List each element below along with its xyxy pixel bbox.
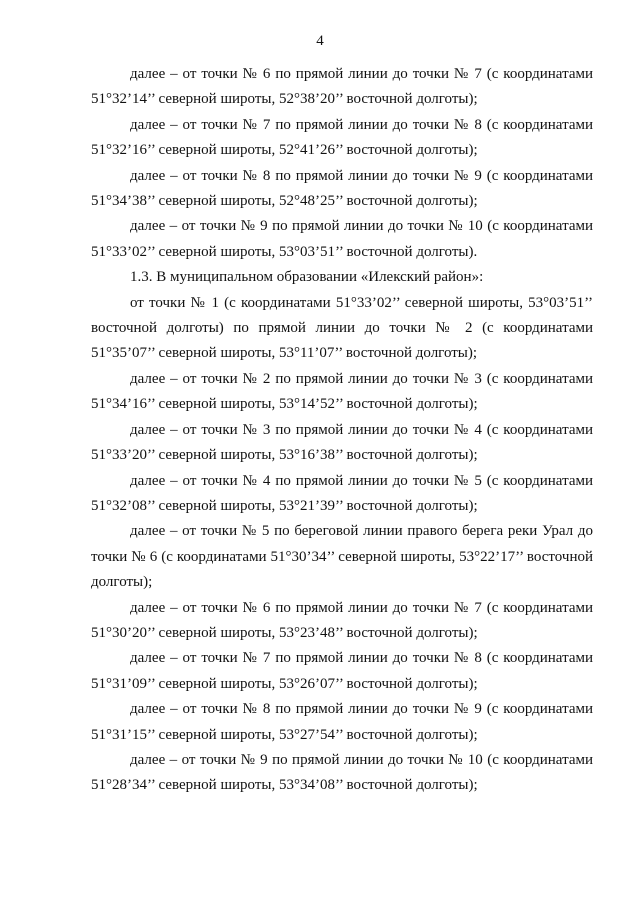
paragraph: далее – от точки № 8 по прямой линии до точки № 9 (с координатами 51°31’15’’ северной широты, 53°27’54’’ восточной долготы);: [91, 701, 593, 743]
section-heading: 1.3. В муниципальном образовании «Илекский район»:: [130, 269, 484, 286]
paragraph: далее – от точки № 5 по береговой линии правого берега реки Урал до точки № 6 (с координатами 51°30’34’’ северной широты, 53°22’17’’ восточной долготы);: [91, 523, 593, 591]
paragraph: далее – от точки № 7 по прямой линии до точки № 8 (с координатами 51°31’09’’ северной широты, 53°26’07’’ восточной долготы);: [91, 650, 593, 692]
paragraph: далее – от точки № 6 по прямой линии до точки № 7 (с координатами 51°32’14’’ северной широты, 52°38’20’’ восточной долготы);: [91, 66, 593, 108]
page-number: 4: [316, 33, 324, 49]
paragraph: далее – от точки № 6 по прямой линии до точки № 7 (с координатами 51°30’20’’ северной широты, 53°23’48’’ восточной долготы);: [91, 599, 593, 641]
paragraph: от точки № 1 (с координатами 51°33’02’’ северной широты, 53°03’51’’ восточной долготы) по прямой линии до точки № 2 (с координатами 51°35’07’’ северной широты, 53°11’07’’ восточной долготы);: [91, 294, 593, 362]
paragraph: далее – от точки № 9 по прямой линии до точки № 10 (с координатами 51°33’02’’ северной широты, 53°03’51’’ восточной долготы).: [91, 218, 593, 260]
paragraph: далее – от точки № 3 по прямой линии до точки № 4 (с координатами 51°33’20’’ северной широты, 53°16’38’’ восточной долготы);: [91, 421, 593, 464]
paragraph: далее – от точки № 9 по прямой линии до точки № 10 (с координатами 51°28’34’’ северной широты, 53°34’08’’ восточной долготы);: [91, 751, 593, 794]
document-body: [91, 62, 593, 799]
paragraph: далее – от точки № 7 по прямой линии до точки № 8 (с координатами 51°32’16’’ северной широты, 52°41’26’’ восточной долготы);: [91, 116, 593, 159]
paragraph: далее – от точки № 4 по прямой линии до точки № 5 (с координатами 51°32’08’’ северной широты, 53°21’39’’ восточной долготы);: [91, 472, 593, 514]
paragraph: далее – от точки № 2 по прямой линии до точки № 3 (с координатами 51°34’16’’ северной широты, 53°14’52’’ восточной долготы);: [91, 370, 593, 413]
paragraph: далее – от точки № 8 по прямой линии до точки № 9 (с координатами 51°34’38’’ северной широты, 52°48’25’’ восточной долготы);: [91, 167, 593, 210]
